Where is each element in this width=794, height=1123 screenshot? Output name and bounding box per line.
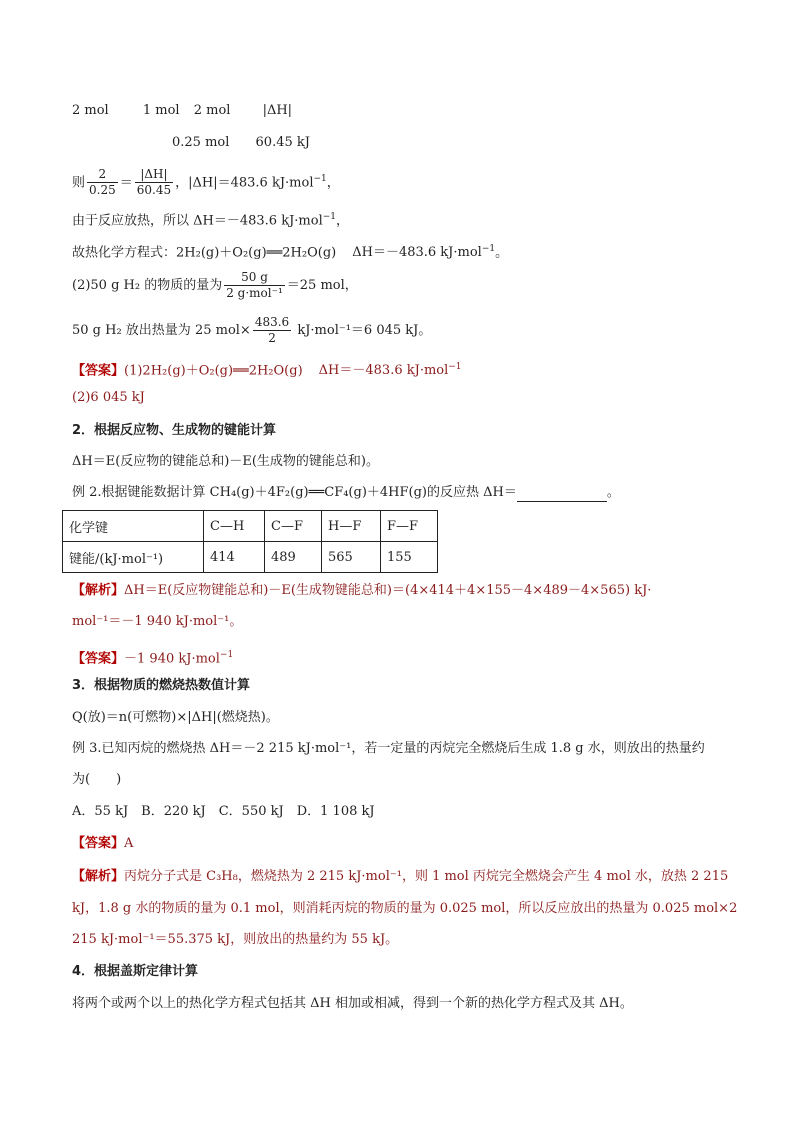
then-text: 则 bbox=[72, 175, 86, 191]
ratio-result: ，|ΔH|＝483.6 kJ·mol bbox=[175, 175, 314, 191]
table-cell: 155 bbox=[381, 542, 438, 573]
table-cell: 化学键 bbox=[63, 511, 204, 542]
fraction-denominator: 2 g·mol⁻¹ bbox=[226, 286, 283, 300]
fraction-denominator: 0.25 bbox=[89, 183, 116, 198]
example-3-question-1: 例 3.已知丙烷的燃烧热 ΔH＝－2 215 kJ·mol⁻¹，若一定量的丙烷完全燃烧后生成 1.8 g 水，则放出的热量约 bbox=[72, 741, 705, 756]
table-cell: 489 bbox=[265, 542, 322, 573]
analysis-text: ΔH＝E(反应物键能总和)－E(生成物键能总和)＝(4×414＋4×155－4×489－4×565) kJ· bbox=[124, 583, 652, 598]
exponent: −1 bbox=[481, 244, 496, 254]
answer-2: (2)6 045 kJ bbox=[72, 390, 145, 405]
exponent: −1 bbox=[448, 362, 462, 372]
moles-prefix: (2)50 g H₂ 的物质的量为 bbox=[72, 278, 223, 293]
section-3-title: 3．根据物质的燃烧热数值计算 bbox=[72, 678, 251, 693]
punctuation: 。 bbox=[495, 245, 509, 261]
exponent: −1 bbox=[219, 650, 234, 660]
table-cell: 414 bbox=[204, 542, 265, 573]
exponent: −1 bbox=[313, 174, 327, 184]
exponent: −1 bbox=[322, 212, 337, 222]
thermo-dh: ΔH＝－483.6 kJ·mol bbox=[352, 245, 482, 261]
section-3-formula: Q(放)＝n(可燃物)×|ΔH|(燃烧热)。 bbox=[72, 710, 279, 725]
analysis-tag: 【解析】 bbox=[72, 869, 125, 884]
example-3-question-2: 为( ) bbox=[72, 772, 122, 787]
example-3-analysis-1 bbox=[72, 868, 728, 886]
analysis-text: 丙烷分子式是 C₃H₈，燃烧热为 2 215 kJ·mol⁻¹，则 1 mol 丙烷完全燃烧会产生 4 mol 水，放热 2 215 bbox=[124, 869, 729, 884]
mole-item: 2 mol bbox=[193, 103, 231, 118]
heat-prefix: 50 g H₂ 放出热量为 25 mol× bbox=[72, 323, 251, 338]
fraction bbox=[135, 167, 173, 198]
punctuation: ， bbox=[336, 213, 350, 229]
example-2-answer bbox=[72, 646, 233, 668]
table-cell: 565 bbox=[322, 542, 381, 573]
bond-energy-table bbox=[62, 510, 438, 573]
thermo-prefix: 故热化学方程式： bbox=[72, 245, 177, 261]
answer-tag: 【答案】 bbox=[72, 836, 125, 851]
section-2-title: 2．根据反应物、生成物的键能计算 bbox=[72, 423, 277, 438]
example-2-question bbox=[72, 484, 620, 502]
answer-text: －1 940 kJ·mol bbox=[124, 651, 220, 667]
example-3-analysis-3: 215 kJ·mol⁻¹＝55.375 kJ，则放出的热量约为 55 kJ。 bbox=[72, 932, 399, 947]
analysis-tag: 【解析】 bbox=[72, 583, 125, 598]
section-2-formula: ΔH＝E(反应物的键能总和)－E(生成物的键能总和)。 bbox=[72, 454, 379, 469]
section-4-title: 4．根据盖斯定律计算 bbox=[72, 964, 199, 979]
exothermic-line bbox=[72, 208, 349, 230]
example-2-analysis-2: mol⁻¹＝－1 940 kJ·mol⁻¹。 bbox=[72, 614, 243, 629]
fraction-numerator: 2 bbox=[87, 167, 118, 183]
answer-dh: ΔH＝－483.6 kJ·mol bbox=[318, 363, 449, 379]
example-3-analysis-2: kJ，1.8 g 水的物质的量为 0.1 mol，则消耗丙烷的物质的量为 0.025 mol，所以反应放出的热量为 0.025 mol×2 bbox=[72, 901, 738, 916]
fraction-denominator: 2 bbox=[268, 331, 276, 345]
answer-1-line bbox=[72, 358, 462, 380]
value-item: 60.45 kJ bbox=[255, 135, 310, 150]
answer-text: A bbox=[124, 836, 134, 851]
table-row bbox=[63, 542, 438, 573]
mole-row bbox=[72, 102, 292, 120]
heat-suffix: kJ·mol⁻¹＝6 045 kJ。 bbox=[293, 323, 432, 338]
moles-h2-line bbox=[72, 268, 358, 304]
example-3-answer bbox=[72, 835, 133, 853]
punctuation: ， bbox=[326, 175, 340, 191]
answer-tag: 【答案】 bbox=[72, 363, 125, 379]
table-cell: 键能/(kJ·mol⁻¹) bbox=[63, 542, 204, 573]
answer-tag: 【答案】 bbox=[72, 651, 125, 667]
mole-item: 1 mol bbox=[142, 103, 180, 118]
section-4-text: 将两个或两个以上的热化学方程式包括其 ΔH 相加或相减，得到一个新的热化学方程式及其 ΔH。 bbox=[72, 996, 633, 1011]
fraction-numerator: 50 g bbox=[224, 270, 285, 286]
moles-suffix: ＝25 mol， bbox=[286, 278, 358, 293]
table-cell: H—F bbox=[322, 511, 381, 542]
example-2-analysis-1 bbox=[72, 582, 651, 600]
heat-line bbox=[72, 313, 431, 349]
thermo-equation: 2H₂(g)＋O₂(g)══2H₂O(g) bbox=[176, 245, 337, 261]
fraction-numerator: |ΔH| bbox=[135, 167, 173, 183]
exothermic-text: 由于反应放热，所以 ΔH＝－483.6 kJ·mol bbox=[72, 213, 323, 229]
fraction-denominator: 60.45 bbox=[136, 183, 172, 198]
mole-item: 2 mol bbox=[72, 103, 109, 118]
example-3-options: A．55 kJ B．220 kJ C．550 kJ D．1 108 kJ bbox=[72, 804, 375, 819]
fraction-numerator: 483.6 bbox=[254, 315, 290, 329]
thermo-equation-line bbox=[72, 240, 508, 262]
mole-item: |ΔH| bbox=[262, 103, 293, 118]
table-row bbox=[63, 511, 438, 542]
punctuation: 。 bbox=[606, 485, 620, 500]
fraction bbox=[253, 315, 291, 346]
answer-2-line bbox=[72, 389, 145, 407]
table-cell: F—F bbox=[381, 511, 438, 542]
fraction bbox=[87, 167, 118, 198]
table-cell: C—F bbox=[265, 511, 322, 542]
fraction bbox=[224, 270, 285, 301]
example-2-text: 例 2.根据键能数据计算 CH₄(g)＋4F₂(g)══CF₄(g)＋4HF(g)的反应热 ΔH＝ bbox=[72, 485, 517, 500]
answer-equation: (1)2H₂(g)＋O₂(g)══2H₂O(g) bbox=[124, 363, 303, 379]
value-item: 0.25 mol bbox=[172, 135, 230, 150]
answer-blank bbox=[517, 488, 607, 502]
table-cell: C—H bbox=[204, 511, 265, 542]
ratio-line: 则 $\frac{2}{0.25}$ ＝ $\frac{|\Delta H|}{60.45}$ ，|ΔH|＝483.6 kJ·mol$^{-1}$， bbox=[72, 167, 340, 198]
value-row bbox=[172, 134, 310, 152]
